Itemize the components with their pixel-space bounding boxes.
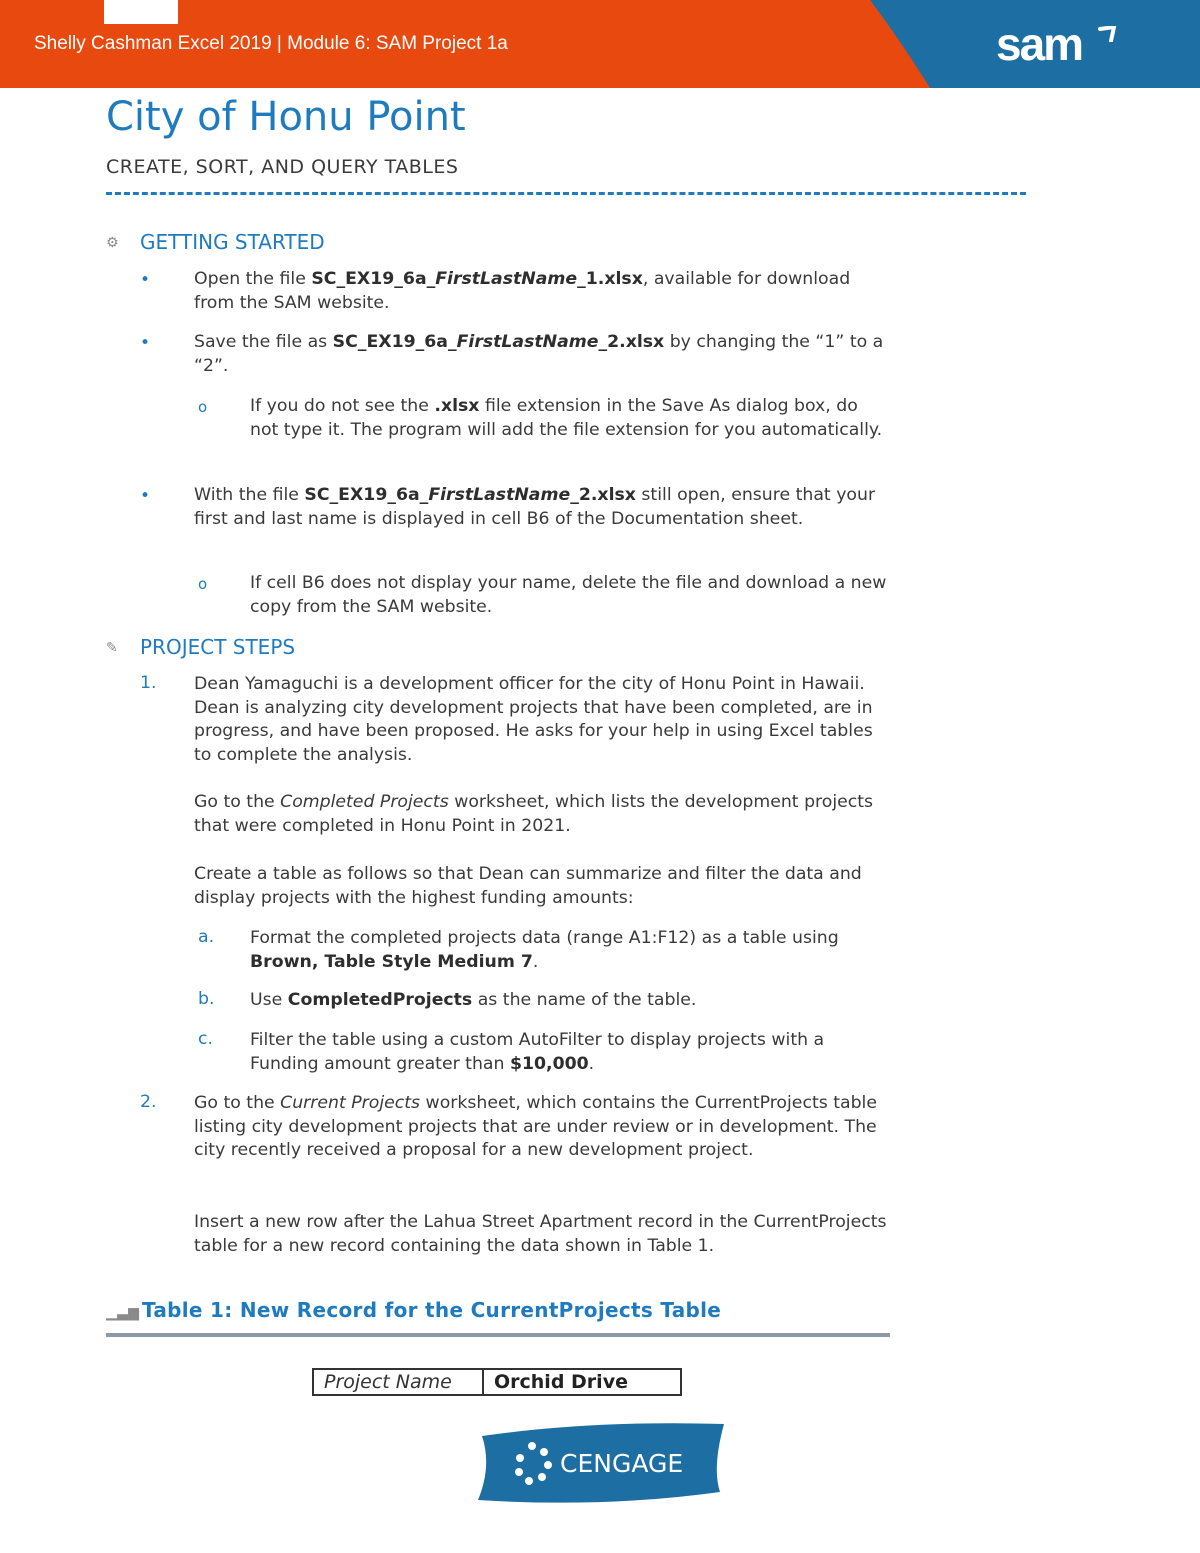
substep-letter: b. (198, 989, 215, 1009)
note-file-extension: If you do not see the .xlsx file extension in the Save As dialog box, do not type it. The program will add the file extension for you automatically. (250, 396, 883, 440)
sub-bullet-marker: o (198, 575, 208, 593)
substep-name-table: Use CompletedProjects as the name of the table. (250, 990, 697, 1010)
step1-create-table: Create a table as follows so that Dean can summarize and filter the data and display projects with the highest funding amounts: (194, 864, 862, 908)
header-tab (104, 0, 178, 24)
chart-icon: ▁▃▆ (106, 1305, 140, 1321)
sub-bullet-marker: o (198, 398, 208, 416)
step1-intro: Dean Yamaguchi is a development officer for the city of Honu Point in Hawaii. Dean is analyzing city development projects that have been completed, are in progress, and have been proposed. He asks for your help in using Excel tables to complete the analysis. (194, 674, 873, 765)
substep-format-table: Format the completed projects data (range A1:F12) as a table using Brown, Table Style Medium 7. (250, 928, 839, 972)
header-title: Shelly Cashman Excel 2019 | Module 6: SAM Project 1a (34, 33, 508, 54)
table1-divider (106, 1333, 890, 1337)
getting-started-heading: ⚙ GETTING STARTED (106, 230, 325, 254)
substep-filter-table: Filter the table using a custom AutoFilter to display projects with a Funding amount greater than $10,000. (250, 1030, 825, 1074)
step2-insert-row: Insert a new row after the Lahua Street Apartment record in the CurrentProjects table for a new record containing the data shown in Table 1. (194, 1212, 887, 1256)
sam-logo: sam (996, 18, 1083, 70)
step2-intro: Go to the Current Projects worksheet, which contains the CurrentProjects table listing city development projects that are under review or in development. The city recently received a proposal for a new development project. (194, 1093, 877, 1160)
title-divider (106, 192, 1026, 195)
table1-heading: ▁▃▆ Table 1: New Record for the CurrentProjects Table (106, 1298, 722, 1322)
table-row (313, 1369, 681, 1395)
step-number: 1. (140, 673, 157, 693)
step-number: 2. (140, 1092, 157, 1112)
step1-worksheet: Go to the Completed Projects worksheet, which lists the development projects that were completed in Honu Point in 2021. (194, 792, 874, 836)
field-value: Orchid Drive (483, 1369, 681, 1395)
cengage-logo (474, 1418, 728, 1506)
instruction-open-file: Open the file SC_EX19_6a_FirstLastName_1.xlsx, available for download from the SAM website. (194, 269, 851, 313)
bullet-marker: • (140, 486, 151, 506)
instruction-save-file: Save the file as SC_EX19_6a_FirstLastName_2.xlsx by changing the “1” to a “2”. (194, 332, 884, 376)
bullet-marker: • (140, 270, 151, 290)
bullet-marker: • (140, 333, 151, 353)
document-subtitle: CREATE, SORT, AND QUERY TABLES (106, 156, 459, 178)
note-cell-b6: If cell B6 does not display your name, delete the file and download a new copy from the SAM website. (250, 573, 887, 617)
project-steps-heading: ✎ PROJECT STEPS (106, 635, 296, 659)
field-label: Project Name (313, 1369, 483, 1395)
cengage-wordmark: CENGAGE (560, 1449, 684, 1478)
gears-icon: ⚙ (106, 235, 119, 251)
new-record-table (312, 1368, 682, 1396)
sam-logo-mark (1098, 26, 1118, 42)
document-title: City of Honu Point (106, 94, 466, 140)
instruction-check-name: With the file SC_EX19_6a_FirstLastName_2.xlsx still open, ensure that your first and last name is displayed in cell B6 of the Documentation sheet. (194, 485, 876, 529)
page-header (0, 0, 1200, 88)
substep-letter: c. (198, 1029, 213, 1049)
steps-icon: ✎ (106, 640, 118, 656)
substep-letter: a. (198, 927, 215, 947)
